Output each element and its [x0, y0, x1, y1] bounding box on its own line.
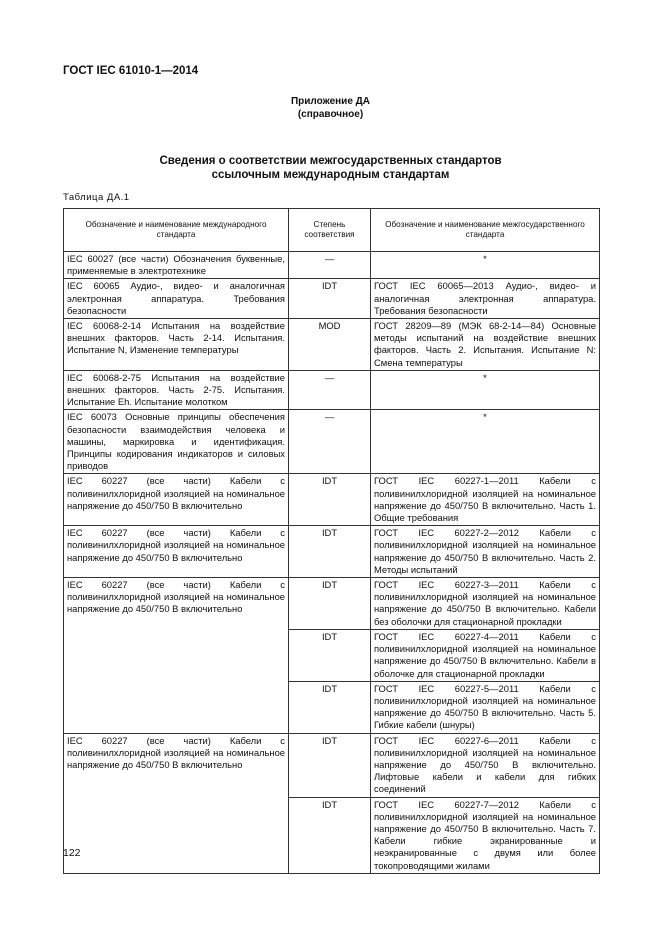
interstate-standard-cell: ГОСТ IEC 60227-4—2011 Кабели с поливинилхлоридной изоляцией на номинальное напряжение до 450/750 В включительно. Кабели в оболочке для стационарной прокладки	[371, 629, 600, 681]
column-header-degree: Степень соответствия	[289, 209, 371, 252]
table-caption: Таблица ДА.1	[63, 192, 130, 203]
table-header-row	[64, 209, 600, 252]
section-heading-line-1: Сведения о соответствии межгосударственных стандартов	[159, 155, 502, 167]
annex-title: Приложение ДА	[290, 96, 371, 107]
table-row	[64, 526, 600, 578]
interstate-standard-cell: ГОСТ IEC 60227-7—2012 Кабели с поливинилхлоридной изоляцией на номинальное напряжение до 450/750 В включительно. Часть 7. Кабели гибкие экранированные и неэкранированные с двумя или более токопроводящими жилами	[371, 797, 600, 873]
degree-cell: IDT	[289, 474, 371, 526]
degree-cell: IDT	[289, 733, 371, 797]
table-row	[64, 279, 600, 319]
interstate-standard-cell: ГОСТ 28209—89 (МЭК 68-2-14—84) Основные методы испытаний на воздействие внешних факторов. Часть 2. Испытания. Испытание N: Смена температуры	[371, 319, 600, 371]
annex-subtitle: (справочное)	[297, 109, 364, 120]
document-header: ГОСТ IEC 61010-1—2014	[63, 65, 199, 77]
international-standard-cell: IEC 60073 Основные принципы обеспечения безопасности взаимодействия человека и машины, маркировка и идентификация. Принципы кодирования индикаторов и силовых приводов	[64, 410, 289, 474]
column-header-international: Обозначение и наименование международного стандарта	[64, 209, 289, 252]
international-standard-cell: IEC 60227 (все части) Кабели с поливинилхлоридной изоляцией на номинальное напряжение до 450/750 В включительно	[64, 474, 289, 526]
interstate-standard-cell: ГОСТ IEC 60227-1—2011 Кабели с поливинилхлоридной изоляцией на номинальное напряжение до 450/750 В включительно. Часть 1. Общие требования	[371, 474, 600, 526]
degree-cell: MOD	[289, 319, 371, 371]
correspondence-table	[63, 208, 600, 874]
interstate-standard-cell: ГОСТ IEC 60227-6—2011 Кабели с поливинилхлоридной изоляцией на номинальное напряжение до 450/750 В включительно. Лифтовые кабели и кабели для гибких соединений	[371, 733, 600, 797]
interstate-standard-cell: ГОСТ IEC 60065—2013 Аудио-, видео- и аналогичная электронная аппаратура. Требования безопасности	[371, 279, 600, 319]
international-standard-cell: IEC 60227 (все части) Кабели с поливинилхлоридной изоляцией на номинальное напряжение до 450/750 В включительно	[64, 578, 289, 733]
column-header-interstate: Обозначение и наименование межгосударственного стандарта	[371, 209, 600, 252]
degree-cell: IDT	[289, 578, 371, 630]
international-standard-cell: IEC 60227 (все части) Кабели с поливинилхлоридной изоляцией на номинальное напряжение до 450/750 В включительно	[64, 526, 289, 578]
interstate-standard-cell: ГОСТ IEC 60227-5—2011 Кабели с поливинилхлоридной изоляцией на номинальное напряжение до 450/750 В включительно. Часть 5. Гибкие кабели (шнуры)	[371, 681, 600, 733]
international-standard-cell: IEC 60068-2-75 Испытания на воздействие внешних факторов. Часть 2-75. Испытания. Испытание Eh. Испытание молотком	[64, 370, 289, 410]
international-standard-cell: IEC 60065 Аудио-, видео- и аналогичная электронная аппаратура. Требования безопасности	[64, 279, 289, 319]
international-standard-cell: IEC 60068-2-14 Испытания на воздействие внешних факторов. Часть 2-14. Испытания. Испытание N, Изменение температуры	[64, 319, 289, 371]
interstate-standard-cell: *	[371, 252, 600, 279]
degree-cell: —	[289, 410, 371, 474]
international-standard-cell: IEC 60227 (все части) Кабели с поливинилхлоридной изоляцией на номинальное напряжение до 450/750 В включительно	[64, 733, 289, 873]
table-row	[64, 733, 600, 797]
table-row	[64, 410, 600, 474]
degree-cell: IDT	[289, 797, 371, 873]
table-row	[64, 319, 600, 371]
section-heading	[0, 154, 661, 182]
table-row	[64, 474, 600, 526]
degree-cell: IDT	[289, 279, 371, 319]
degree-cell: —	[289, 252, 371, 279]
interstate-standard-cell: ГОСТ IEC 60227-2—2012 Кабели с поливинилхлоридной изоляцией на номинальное напряжение до 450/750 В включительно. Часть 2. Методы испытаний	[371, 526, 600, 578]
degree-cell: IDT	[289, 526, 371, 578]
interstate-standard-cell: *	[371, 410, 600, 474]
interstate-standard-cell: *	[371, 370, 600, 410]
table-row	[64, 370, 600, 410]
page-number: 122	[63, 847, 81, 859]
table-row	[64, 252, 600, 279]
section-heading-line-2: ссылочным международным стандартам	[211, 169, 450, 181]
degree-cell: IDT	[289, 629, 371, 681]
international-standard-cell: IEC 60027 (все части) Обозначения буквенные, применяемые в электротехнике	[64, 252, 289, 279]
degree-cell: —	[289, 370, 371, 410]
table-row	[64, 578, 600, 630]
degree-cell: IDT	[289, 681, 371, 733]
interstate-standard-cell: ГОСТ IEC 60227-3—2011 Кабели с поливинилхлоридной изоляцией на номинальное напряжение до 450/750 В включительно. Кабели без оболочки для стационарной прокладки	[371, 578, 600, 630]
